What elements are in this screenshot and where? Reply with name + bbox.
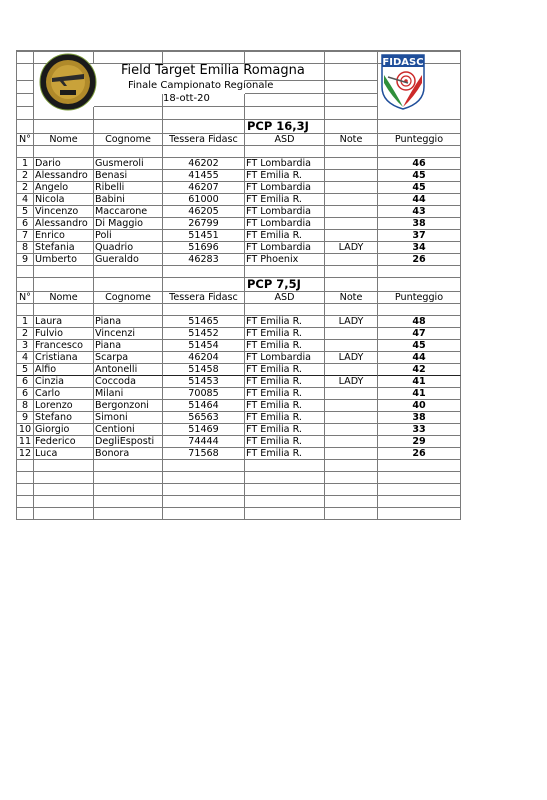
score-cell: 34 bbox=[378, 242, 461, 254]
rank-cell: 8 bbox=[16, 400, 34, 412]
club-cell: FT Lombardia bbox=[245, 242, 325, 254]
note-cell bbox=[325, 364, 378, 376]
first-name-cell: Alessandro bbox=[34, 218, 94, 230]
score-cell: 33 bbox=[378, 424, 461, 436]
col-header-tessera: Tessera Fidasc bbox=[163, 134, 245, 146]
score-cell: 41 bbox=[378, 388, 461, 400]
card-number-cell: 26799 bbox=[163, 218, 245, 230]
club-cell: FT Phoenix bbox=[245, 254, 325, 266]
last-name-cell: Di Maggio bbox=[94, 218, 163, 230]
note-cell bbox=[325, 424, 378, 436]
empty-cell bbox=[94, 278, 163, 292]
card-number-cell: 56563 bbox=[163, 412, 245, 424]
table-row bbox=[16, 230, 461, 242]
empty-cell bbox=[163, 266, 245, 278]
table-row bbox=[16, 340, 461, 352]
empty-cell bbox=[378, 146, 461, 158]
club-cell: FT Lombardia bbox=[245, 218, 325, 230]
note-cell bbox=[325, 328, 378, 340]
club-cell: FT Emilia R. bbox=[245, 194, 325, 206]
club-cell: FT Emilia R. bbox=[245, 376, 325, 388]
score-cell: 46 bbox=[378, 158, 461, 170]
empty-cell bbox=[94, 120, 163, 134]
club-cell: FT Emilia R. bbox=[245, 424, 325, 436]
rank-cell: 1 bbox=[16, 158, 34, 170]
table-row bbox=[16, 388, 461, 400]
empty-cell bbox=[163, 304, 245, 316]
empty-cell bbox=[16, 496, 34, 508]
first-name-cell: Alessandro bbox=[34, 170, 94, 182]
note-cell bbox=[325, 182, 378, 194]
empty-cell bbox=[163, 120, 245, 134]
empty-cell bbox=[245, 484, 325, 496]
empty-cell bbox=[378, 508, 461, 520]
score-cell: 26 bbox=[378, 448, 461, 460]
first-name-cell: Angelo bbox=[34, 182, 94, 194]
note-cell: LADY bbox=[325, 376, 378, 388]
empty-cell bbox=[163, 496, 245, 508]
club-cell: FT Emilia R. bbox=[245, 388, 325, 400]
club-cell: FT Lombardia bbox=[245, 158, 325, 170]
card-number-cell: 46205 bbox=[163, 206, 245, 218]
rank-cell: 12 bbox=[16, 448, 34, 460]
last-name-cell: Milani bbox=[94, 388, 163, 400]
note-cell: LADY bbox=[325, 316, 378, 328]
last-name-cell: Bergonzoni bbox=[94, 400, 163, 412]
card-number-cell: 41455 bbox=[163, 170, 245, 182]
table-row bbox=[16, 254, 461, 266]
col-header-cognome: Cognome bbox=[94, 134, 163, 146]
categories bbox=[16, 120, 461, 460]
club-cell: FT Lombardia bbox=[245, 206, 325, 218]
club-cell: FT Emilia R. bbox=[245, 230, 325, 242]
note-cell bbox=[325, 254, 378, 266]
empty-cell bbox=[16, 460, 34, 472]
rank-cell: 7 bbox=[16, 230, 34, 242]
empty-rows bbox=[16, 460, 461, 520]
col-header-punteggio: Punteggio bbox=[378, 292, 461, 304]
card-number-cell: 51469 bbox=[163, 424, 245, 436]
empty-cell bbox=[34, 120, 94, 134]
empty-cell bbox=[34, 278, 94, 292]
col-header-punteggio: Punteggio bbox=[378, 134, 461, 146]
rank-cell: 1 bbox=[16, 316, 34, 328]
first-name-cell: Federico bbox=[34, 436, 94, 448]
empty-cell bbox=[245, 146, 325, 158]
card-number-cell: 51452 bbox=[163, 328, 245, 340]
note-cell bbox=[325, 158, 378, 170]
empty-cell bbox=[378, 278, 461, 292]
spacer-row bbox=[16, 266, 461, 278]
last-name-cell: Piana bbox=[94, 340, 163, 352]
table-row bbox=[16, 364, 461, 376]
empty-cell bbox=[325, 278, 378, 292]
page-subtitle: Finale Campionato Regionale bbox=[128, 80, 274, 91]
last-name-cell: Gusmeroli bbox=[94, 158, 163, 170]
empty-row bbox=[16, 460, 461, 472]
table-row bbox=[16, 376, 461, 388]
col-header-n: N° bbox=[16, 134, 34, 146]
card-number-cell: 46202 bbox=[163, 158, 245, 170]
score-cell: 48 bbox=[378, 316, 461, 328]
score-cell: 26 bbox=[378, 254, 461, 266]
empty-cell bbox=[163, 146, 245, 158]
col-header-note: Note bbox=[325, 292, 378, 304]
category-title: PCP 7,5J bbox=[245, 278, 325, 292]
note-cell bbox=[325, 412, 378, 424]
rank-cell: 2 bbox=[16, 170, 34, 182]
column-header-row bbox=[16, 292, 461, 304]
club-cell: FT Emilia R. bbox=[245, 316, 325, 328]
club-cell: FT Lombardia bbox=[245, 352, 325, 364]
empty-cell bbox=[34, 460, 94, 472]
score-cell: 45 bbox=[378, 182, 461, 194]
rank-cell: 5 bbox=[16, 206, 34, 218]
col-header-n: N° bbox=[16, 292, 34, 304]
club-cell: FT Emilia R. bbox=[245, 340, 325, 352]
card-number-cell: 70085 bbox=[163, 388, 245, 400]
first-name-cell: Giorgio bbox=[34, 424, 94, 436]
card-number-cell: 46283 bbox=[163, 254, 245, 266]
empty-cell bbox=[325, 460, 378, 472]
note-cell bbox=[325, 206, 378, 218]
card-number-cell: 61000 bbox=[163, 194, 245, 206]
score-cell: 40 bbox=[378, 400, 461, 412]
last-name-cell: Poli bbox=[94, 230, 163, 242]
last-name-cell: Gueraldo bbox=[94, 254, 163, 266]
empty-cell bbox=[94, 460, 163, 472]
table-row bbox=[16, 316, 461, 328]
first-name-cell: Dario bbox=[34, 158, 94, 170]
score-cell: 44 bbox=[378, 352, 461, 364]
empty-cell bbox=[34, 484, 94, 496]
empty-cell bbox=[245, 266, 325, 278]
score-cell: 43 bbox=[378, 206, 461, 218]
rank-cell: 6 bbox=[16, 388, 34, 400]
empty-cell bbox=[378, 304, 461, 316]
fidasc-logo-icon bbox=[378, 53, 428, 111]
club-cell: FT Lombardia bbox=[245, 182, 325, 194]
last-name-cell: Benasi bbox=[94, 170, 163, 182]
empty-cell bbox=[378, 472, 461, 484]
rank-cell: 2 bbox=[16, 328, 34, 340]
club-cell: FT Emilia R. bbox=[245, 436, 325, 448]
empty-cell bbox=[34, 146, 94, 158]
col-header-cognome: Cognome bbox=[94, 292, 163, 304]
note-cell bbox=[325, 230, 378, 242]
table-row bbox=[16, 182, 461, 194]
last-name-cell: Quadrio bbox=[94, 242, 163, 254]
category-title: PCP 16,3J bbox=[245, 120, 325, 134]
card-number-cell: 51464 bbox=[163, 400, 245, 412]
empty-cell bbox=[325, 496, 378, 508]
col-header-tessera: Tessera Fidasc bbox=[163, 292, 245, 304]
first-name-cell: Stefania bbox=[34, 242, 94, 254]
empty-cell bbox=[34, 508, 94, 520]
last-name-cell: Bonora bbox=[94, 448, 163, 460]
rank-cell: 2 bbox=[16, 182, 34, 194]
empty-cell bbox=[378, 266, 461, 278]
table-row bbox=[16, 170, 461, 182]
empty-cell bbox=[16, 508, 34, 520]
score-cell: 41 bbox=[378, 376, 461, 388]
rank-cell: 3 bbox=[16, 340, 34, 352]
last-name-cell: Simoni bbox=[94, 412, 163, 424]
score-cell: 29 bbox=[378, 436, 461, 448]
page-title: Field Target Emilia Romagna bbox=[121, 63, 305, 78]
rank-cell: 9 bbox=[16, 254, 34, 266]
first-name-cell: Enrico bbox=[34, 230, 94, 242]
note-cell bbox=[325, 170, 378, 182]
header-grid bbox=[16, 50, 461, 120]
first-name-cell: Cinzia bbox=[34, 376, 94, 388]
table-row bbox=[16, 194, 461, 206]
empty-cell bbox=[378, 484, 461, 496]
category-row bbox=[16, 278, 461, 292]
empty-cell bbox=[245, 304, 325, 316]
last-name-cell: Piana bbox=[94, 316, 163, 328]
club-cell: FT Emilia R. bbox=[245, 448, 325, 460]
score-cell: 38 bbox=[378, 412, 461, 424]
empty-cell bbox=[163, 484, 245, 496]
empty-cell bbox=[94, 472, 163, 484]
score-cell: 44 bbox=[378, 194, 461, 206]
club-cell: FT Emilia R. bbox=[245, 170, 325, 182]
note-cell bbox=[325, 436, 378, 448]
rank-cell: 11 bbox=[16, 436, 34, 448]
card-number-cell: 51465 bbox=[163, 316, 245, 328]
empty-cell bbox=[325, 266, 378, 278]
rank-cell: 9 bbox=[16, 412, 34, 424]
empty-cell bbox=[34, 266, 94, 278]
rank-cell: 4 bbox=[16, 194, 34, 206]
first-name-cell: Umberto bbox=[34, 254, 94, 266]
empty-cell bbox=[245, 460, 325, 472]
rank-cell: 6 bbox=[16, 218, 34, 230]
empty-cell bbox=[94, 484, 163, 496]
first-name-cell: Cristiana bbox=[34, 352, 94, 364]
last-name-cell: Ribelli bbox=[94, 182, 163, 194]
club-cell: FT Emilia R. bbox=[245, 328, 325, 340]
last-name-cell: Centioni bbox=[94, 424, 163, 436]
first-name-cell: Lorenzo bbox=[34, 400, 94, 412]
empty-cell bbox=[163, 508, 245, 520]
col-header-nome: Nome bbox=[34, 134, 94, 146]
rank-cell: 4 bbox=[16, 352, 34, 364]
card-number-cell: 51458 bbox=[163, 364, 245, 376]
empty-cell bbox=[16, 278, 34, 292]
first-name-cell: Alfio bbox=[34, 364, 94, 376]
card-number-cell: 51454 bbox=[163, 340, 245, 352]
score-cell: 42 bbox=[378, 364, 461, 376]
event-date: 18-ott-20 bbox=[163, 93, 210, 104]
table-row bbox=[16, 242, 461, 254]
empty-cell bbox=[325, 508, 378, 520]
empty-cell bbox=[16, 266, 34, 278]
empty-cell bbox=[16, 146, 34, 158]
empty-row bbox=[16, 484, 461, 496]
club-cell: FT Emilia R. bbox=[245, 364, 325, 376]
empty-cell bbox=[16, 472, 34, 484]
empty-cell bbox=[245, 508, 325, 520]
empty-cell bbox=[378, 496, 461, 508]
spacer-row bbox=[16, 304, 461, 316]
empty-cell bbox=[325, 304, 378, 316]
col-header-asd: ASD bbox=[245, 134, 325, 146]
empty-cell bbox=[16, 120, 34, 134]
score-cell: 45 bbox=[378, 340, 461, 352]
last-name-cell: Maccarone bbox=[94, 206, 163, 218]
table-row bbox=[16, 328, 461, 340]
last-name-cell: Coccoda bbox=[94, 376, 163, 388]
col-header-note: Note bbox=[325, 134, 378, 146]
empty-cell bbox=[34, 304, 94, 316]
empty-cell bbox=[378, 120, 461, 134]
empty-cell bbox=[16, 304, 34, 316]
empty-cell bbox=[163, 472, 245, 484]
empty-cell bbox=[378, 460, 461, 472]
table-row bbox=[16, 400, 461, 412]
card-number-cell: 46204 bbox=[163, 352, 245, 364]
note-cell bbox=[325, 448, 378, 460]
col-header-nome: Nome bbox=[34, 292, 94, 304]
table-row bbox=[16, 412, 461, 424]
spacer-row bbox=[16, 146, 461, 158]
empty-row bbox=[16, 508, 461, 520]
score-cell: 47 bbox=[378, 328, 461, 340]
last-name-cell: Scarpa bbox=[94, 352, 163, 364]
club-cell: FT Emilia R. bbox=[245, 412, 325, 424]
libertas-logo-icon bbox=[38, 52, 98, 112]
table-row bbox=[16, 436, 461, 448]
empty-cell bbox=[34, 496, 94, 508]
rank-cell: 6 bbox=[16, 376, 34, 388]
rank-cell: 5 bbox=[16, 364, 34, 376]
empty-cell bbox=[94, 496, 163, 508]
last-name-cell: Vincenzi bbox=[94, 328, 163, 340]
first-name-cell: Fulvio bbox=[34, 328, 94, 340]
first-name-cell: Carlo bbox=[34, 388, 94, 400]
note-cell: LADY bbox=[325, 352, 378, 364]
table-row bbox=[16, 158, 461, 170]
empty-cell bbox=[163, 460, 245, 472]
card-number-cell: 51696 bbox=[163, 242, 245, 254]
empty-cell bbox=[245, 472, 325, 484]
score-cell: 37 bbox=[378, 230, 461, 242]
results-sheet bbox=[16, 50, 461, 520]
first-name-cell: Stefano bbox=[34, 412, 94, 424]
card-number-cell: 51451 bbox=[163, 230, 245, 242]
empty-cell bbox=[16, 484, 34, 496]
score-cell: 45 bbox=[378, 170, 461, 182]
empty-row bbox=[16, 496, 461, 508]
table-row bbox=[16, 218, 461, 230]
table-row bbox=[16, 206, 461, 218]
note-cell: LADY bbox=[325, 242, 378, 254]
fidasc-logo-label: FIDASC bbox=[382, 57, 424, 68]
table-row bbox=[16, 352, 461, 364]
col-header-asd: ASD bbox=[245, 292, 325, 304]
note-cell bbox=[325, 388, 378, 400]
table-row bbox=[16, 424, 461, 436]
note-cell bbox=[325, 194, 378, 206]
empty-row bbox=[16, 472, 461, 484]
empty-cell bbox=[325, 484, 378, 496]
first-name-cell: Francesco bbox=[34, 340, 94, 352]
empty-cell bbox=[325, 472, 378, 484]
category-row bbox=[16, 120, 461, 134]
club-cell: FT Emilia R. bbox=[245, 400, 325, 412]
card-number-cell: 51453 bbox=[163, 376, 245, 388]
first-name-cell: Laura bbox=[34, 316, 94, 328]
table-row bbox=[16, 448, 461, 460]
empty-cell bbox=[163, 278, 245, 292]
last-name-cell: DegliEsposti bbox=[94, 436, 163, 448]
card-number-cell: 46207 bbox=[163, 182, 245, 194]
last-name-cell: Antonelli bbox=[94, 364, 163, 376]
first-name-cell: Luca bbox=[34, 448, 94, 460]
empty-cell bbox=[34, 472, 94, 484]
last-name-cell: Babini bbox=[94, 194, 163, 206]
card-number-cell: 71568 bbox=[163, 448, 245, 460]
note-cell bbox=[325, 218, 378, 230]
empty-cell bbox=[94, 508, 163, 520]
card-number-cell: 74444 bbox=[163, 436, 245, 448]
score-cell: 38 bbox=[378, 218, 461, 230]
rank-cell: 10 bbox=[16, 424, 34, 436]
empty-cell bbox=[245, 496, 325, 508]
empty-cell bbox=[94, 266, 163, 278]
empty-cell bbox=[94, 304, 163, 316]
empty-cell bbox=[94, 146, 163, 158]
rank-cell: 8 bbox=[16, 242, 34, 254]
first-name-cell: Nicola bbox=[34, 194, 94, 206]
note-cell bbox=[325, 400, 378, 412]
empty-cell bbox=[325, 146, 378, 158]
note-cell bbox=[325, 340, 378, 352]
first-name-cell: Vincenzo bbox=[34, 206, 94, 218]
empty-cell bbox=[325, 120, 378, 134]
column-header-row bbox=[16, 134, 461, 146]
